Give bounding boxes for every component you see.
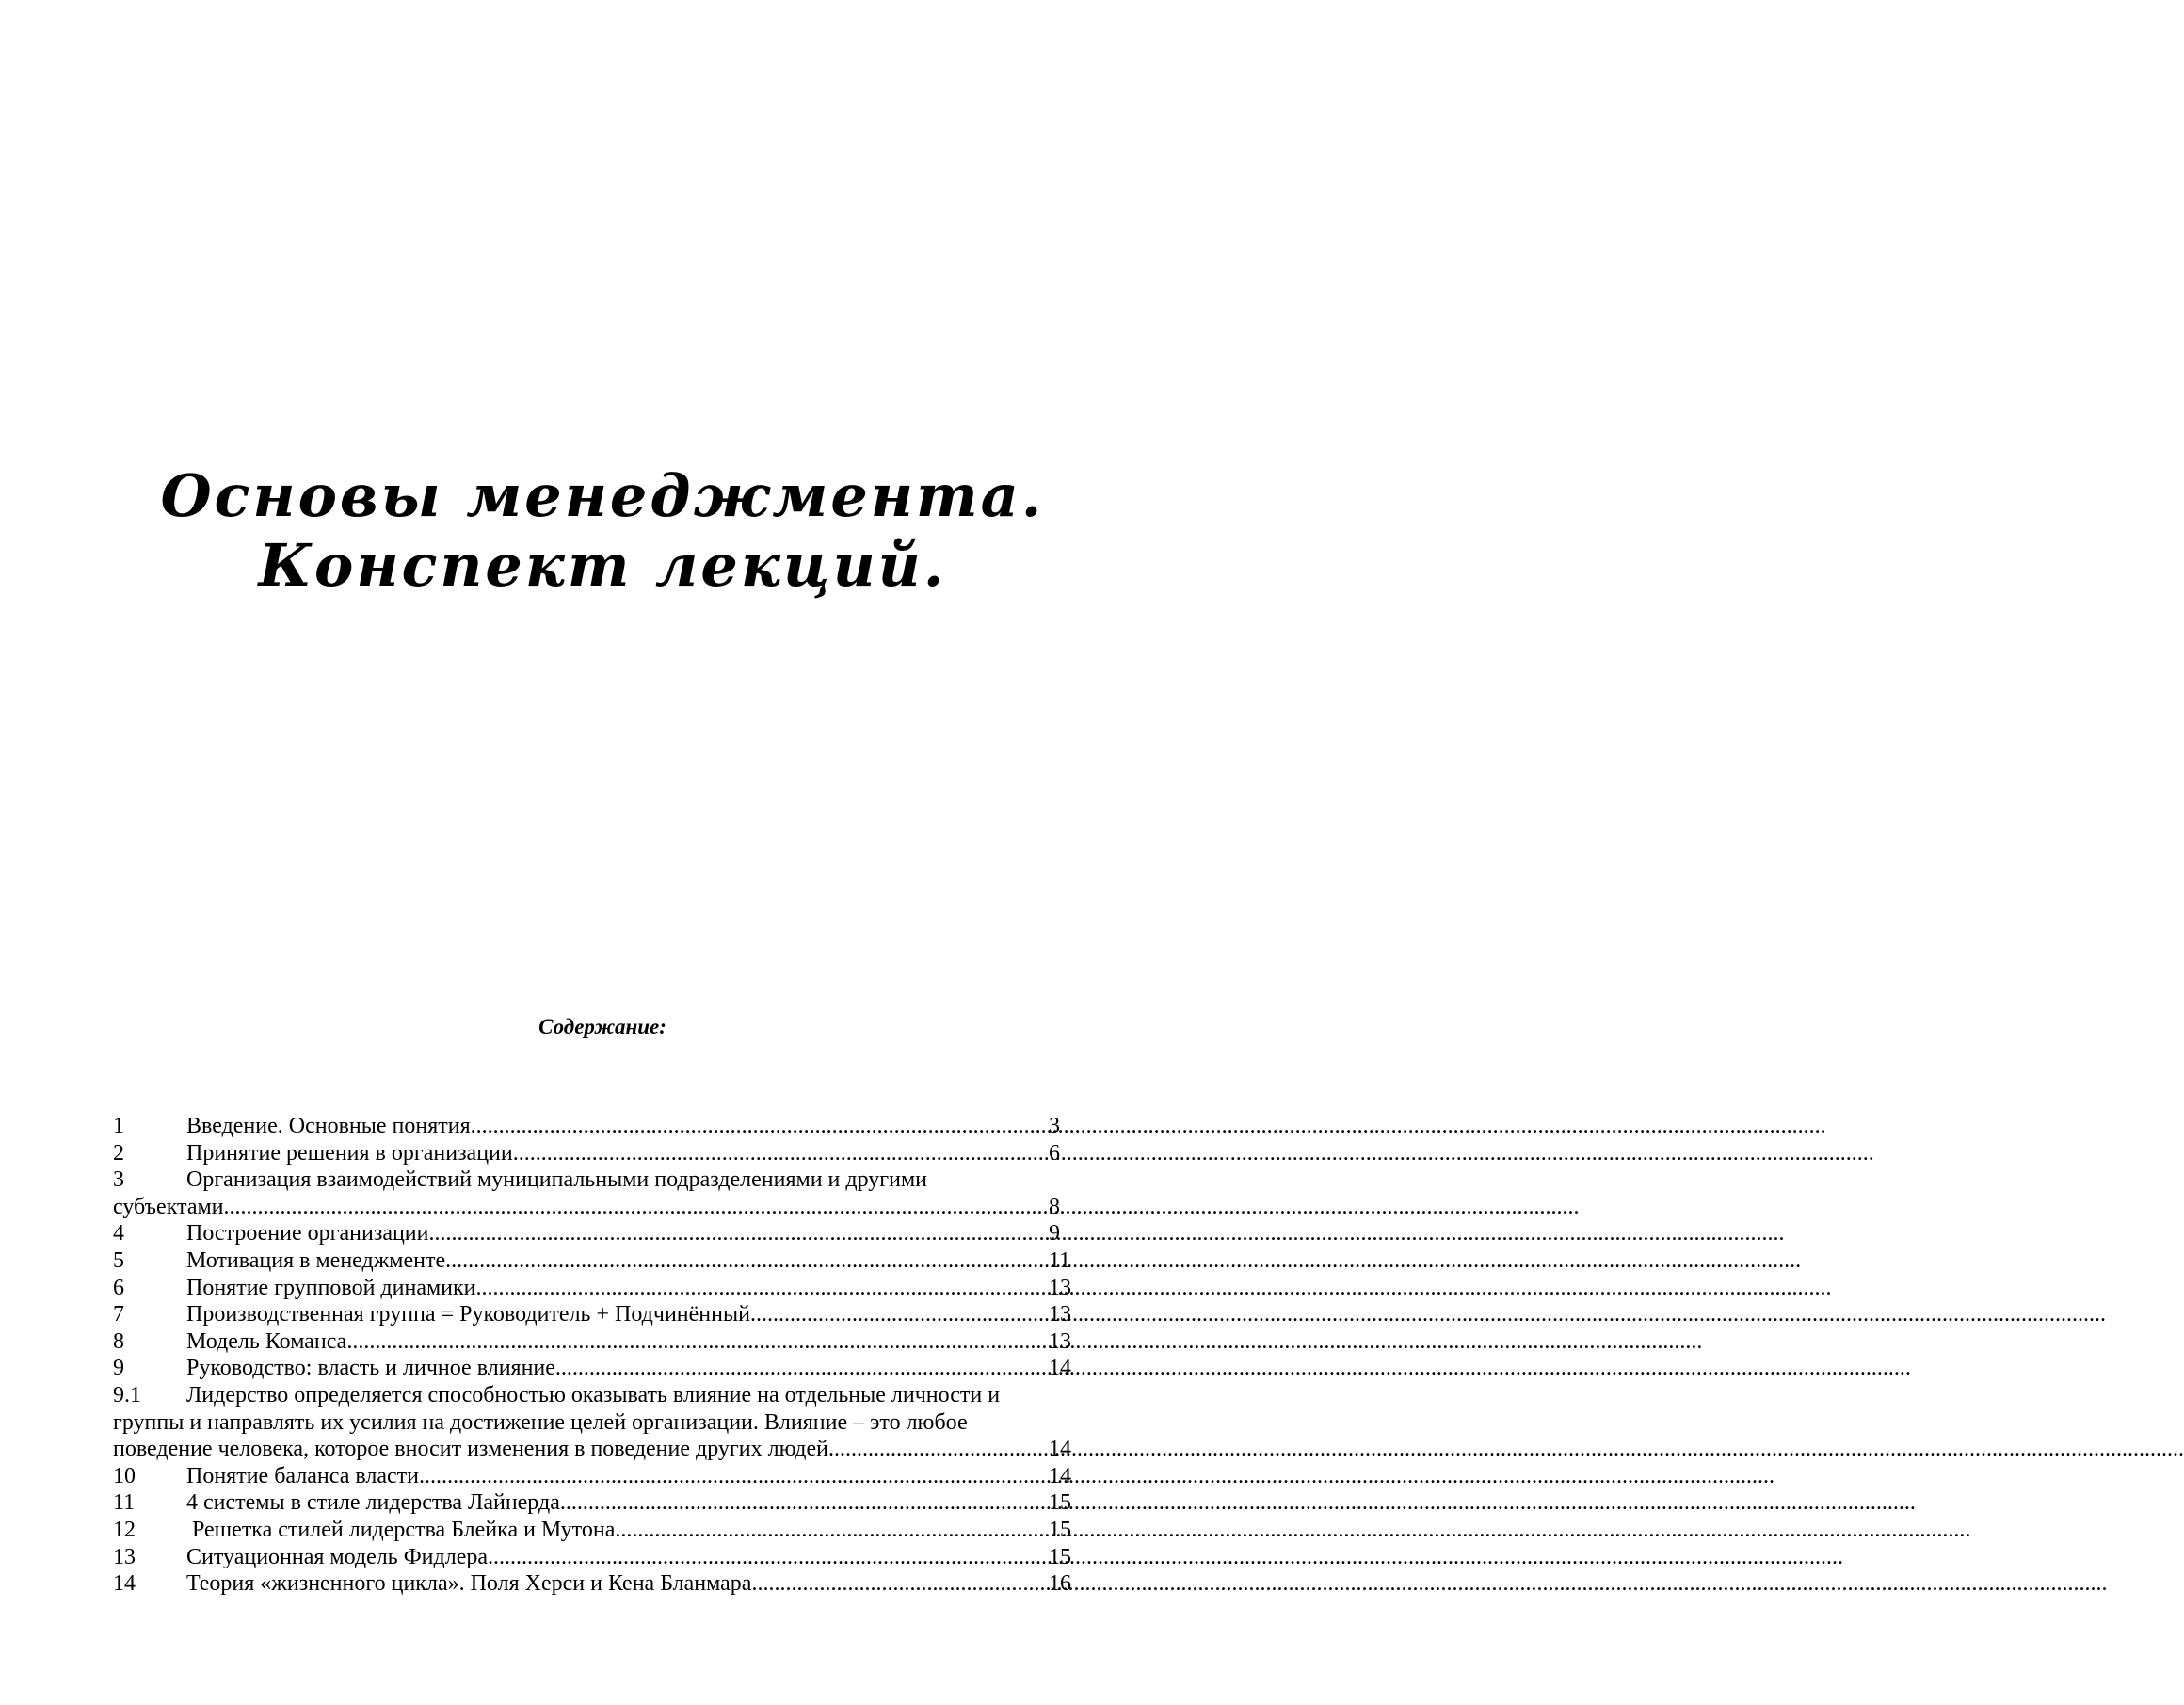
toc-entry-number: 1	[113, 1114, 124, 1138]
table-of-contents	[113, 1113, 1073, 1598]
toc-entry-text-line-2[interactable]: субъектами	[113, 1194, 224, 1219]
dot-leader	[471, 1113, 1037, 1140]
title-line-2: Конспект лекций.	[258, 531, 947, 600]
dot-leader	[555, 1355, 1037, 1382]
toc-entry-13[interactable]	[113, 1544, 1073, 1571]
toc-entry-number: 10	[113, 1463, 136, 1488]
toc-entry-text[interactable]: Ситуационная модель Фидлера	[186, 1544, 489, 1569]
toc-entry-text[interactable]: Принятие решения в организации.	[186, 1140, 519, 1166]
toc-entry-page: 11	[1049, 1247, 1071, 1273]
toc-entry-page: 15	[1049, 1490, 1071, 1516]
toc-entry-3[interactable]	[113, 1166, 1073, 1220]
toc-entry-page: 15	[1049, 1544, 1071, 1569]
dot-leader	[615, 1517, 1037, 1544]
toc-entry-page: 8	[1049, 1194, 1060, 1219]
toc-entry-number: 13	[113, 1544, 136, 1569]
toc-entry-page: 14	[1049, 1437, 1071, 1462]
toc-entry-9[interactable]	[113, 1355, 1073, 1382]
toc-entry-1[interactable]	[113, 1113, 1073, 1140]
dot-leader	[519, 1140, 1037, 1167]
toc-entry-text[interactable]: Модель Команса	[186, 1328, 347, 1354]
toc-entry-text-line-1[interactable]: Лидерство определяется способностью оказывать влияние на отдельные личности и	[186, 1382, 1001, 1407]
toc-entry-text[interactable]: Теория «жизненного цикла». Поля Херси и Кена Бланмара	[186, 1571, 752, 1597]
toc-entry-number: 11	[113, 1490, 136, 1516]
toc-entry-text[interactable]: Производственная группа = Руководитель + Подчинённый	[186, 1302, 750, 1327]
dot-leader	[751, 1570, 1037, 1598]
toc-entry-11[interactable]	[113, 1489, 1073, 1517]
toc-entry-page: 14	[1049, 1356, 1071, 1381]
dot-leader	[445, 1247, 1037, 1275]
toc-entry-page: 13	[1049, 1275, 1071, 1300]
dot-leader	[346, 1328, 1037, 1356]
toc-entry-9-1[interactable]	[113, 1382, 1073, 1463]
toc-entry-number: 14	[113, 1571, 136, 1597]
toc-entry-number: 5	[113, 1247, 124, 1273]
toc-entry-text[interactable]: 4 системы в стиле лидерства Лайнерда	[186, 1490, 560, 1516]
toc-entry-page: 14	[1049, 1463, 1071, 1488]
toc-entry-number: 6	[113, 1275, 124, 1300]
toc-entry-text[interactable]: Решетка стилей лидерства Блейка и Мутона	[186, 1517, 616, 1542]
toc-entry-14[interactable]	[113, 1570, 1073, 1598]
toc-entry-page: 13	[1049, 1302, 1071, 1327]
toc-entry-text-line-1[interactable]: Организация взаимодействий муниципальными подразделениями и другими	[186, 1167, 928, 1193]
toc-entry-12[interactable]	[113, 1517, 1073, 1544]
toc-entry-2[interactable]	[113, 1140, 1073, 1167]
toc-entry-8[interactable]	[113, 1328, 1073, 1356]
toc-entry-page: 15	[1049, 1517, 1071, 1542]
toc-entry-number: 3	[113, 1167, 124, 1193]
toc-entry-page: 9	[1049, 1221, 1060, 1247]
dot-leader	[419, 1463, 1037, 1490]
toc-entry-5[interactable]	[113, 1247, 1073, 1275]
toc-entry-number: 4	[113, 1221, 124, 1247]
dot-leader	[488, 1544, 1037, 1571]
dot-leader	[476, 1275, 1037, 1302]
toc-entry-text-line-2[interactable]: группы и направлять их усилия на достижение целей организации. Влияние – это любое	[113, 1409, 968, 1435]
toc-entry-number: 8	[113, 1328, 124, 1354]
dot-leader	[750, 1301, 1037, 1328]
toc-entry-6[interactable]	[113, 1275, 1073, 1302]
toc-entry-text[interactable]: Понятие групповой динамики	[186, 1275, 476, 1300]
toc-entry-number: 7	[113, 1302, 124, 1327]
toc-entry-page: 13	[1049, 1328, 1071, 1354]
toc-entry-7[interactable]	[113, 1301, 1073, 1328]
toc-entry-number: 12	[113, 1517, 136, 1542]
dot-leader	[429, 1220, 1038, 1247]
toc-entry-text[interactable]: Руководство: власть и личное влияние	[186, 1356, 555, 1381]
toc-entry-text[interactable]: Построение организации	[186, 1221, 429, 1247]
toc-entry-number: 9	[113, 1356, 124, 1381]
toc-entry-page: 16	[1049, 1571, 1071, 1597]
toc-entry-10[interactable]	[113, 1463, 1073, 1490]
toc-entry-page: 6	[1049, 1140, 1060, 1166]
toc-entry-text[interactable]: Мотивация в менеджменте	[186, 1247, 446, 1273]
toc-entry-4[interactable]	[113, 1220, 1073, 1247]
document-title	[0, 461, 1205, 601]
toc-entry-number: 2	[113, 1140, 124, 1166]
title-line-1: Основы менеджмента.	[160, 461, 1045, 530]
dot-leader	[224, 1194, 1037, 1221]
toc-heading: Содержание:	[538, 1015, 666, 1038]
toc-entry-text-line-3[interactable]: поведение человека, которое вносит изменения в поведение других людей	[113, 1437, 828, 1462]
toc-entry-text[interactable]: Понятие баланса власти	[186, 1463, 419, 1488]
toc-entry-text[interactable]: Введение. Основные понятия	[186, 1114, 471, 1138]
dot-leader	[560, 1489, 1037, 1517]
toc-entry-page: 3	[1049, 1114, 1060, 1138]
dot-leader	[828, 1436, 1037, 1463]
toc-entry-number: 9.1	[113, 1382, 141, 1407]
